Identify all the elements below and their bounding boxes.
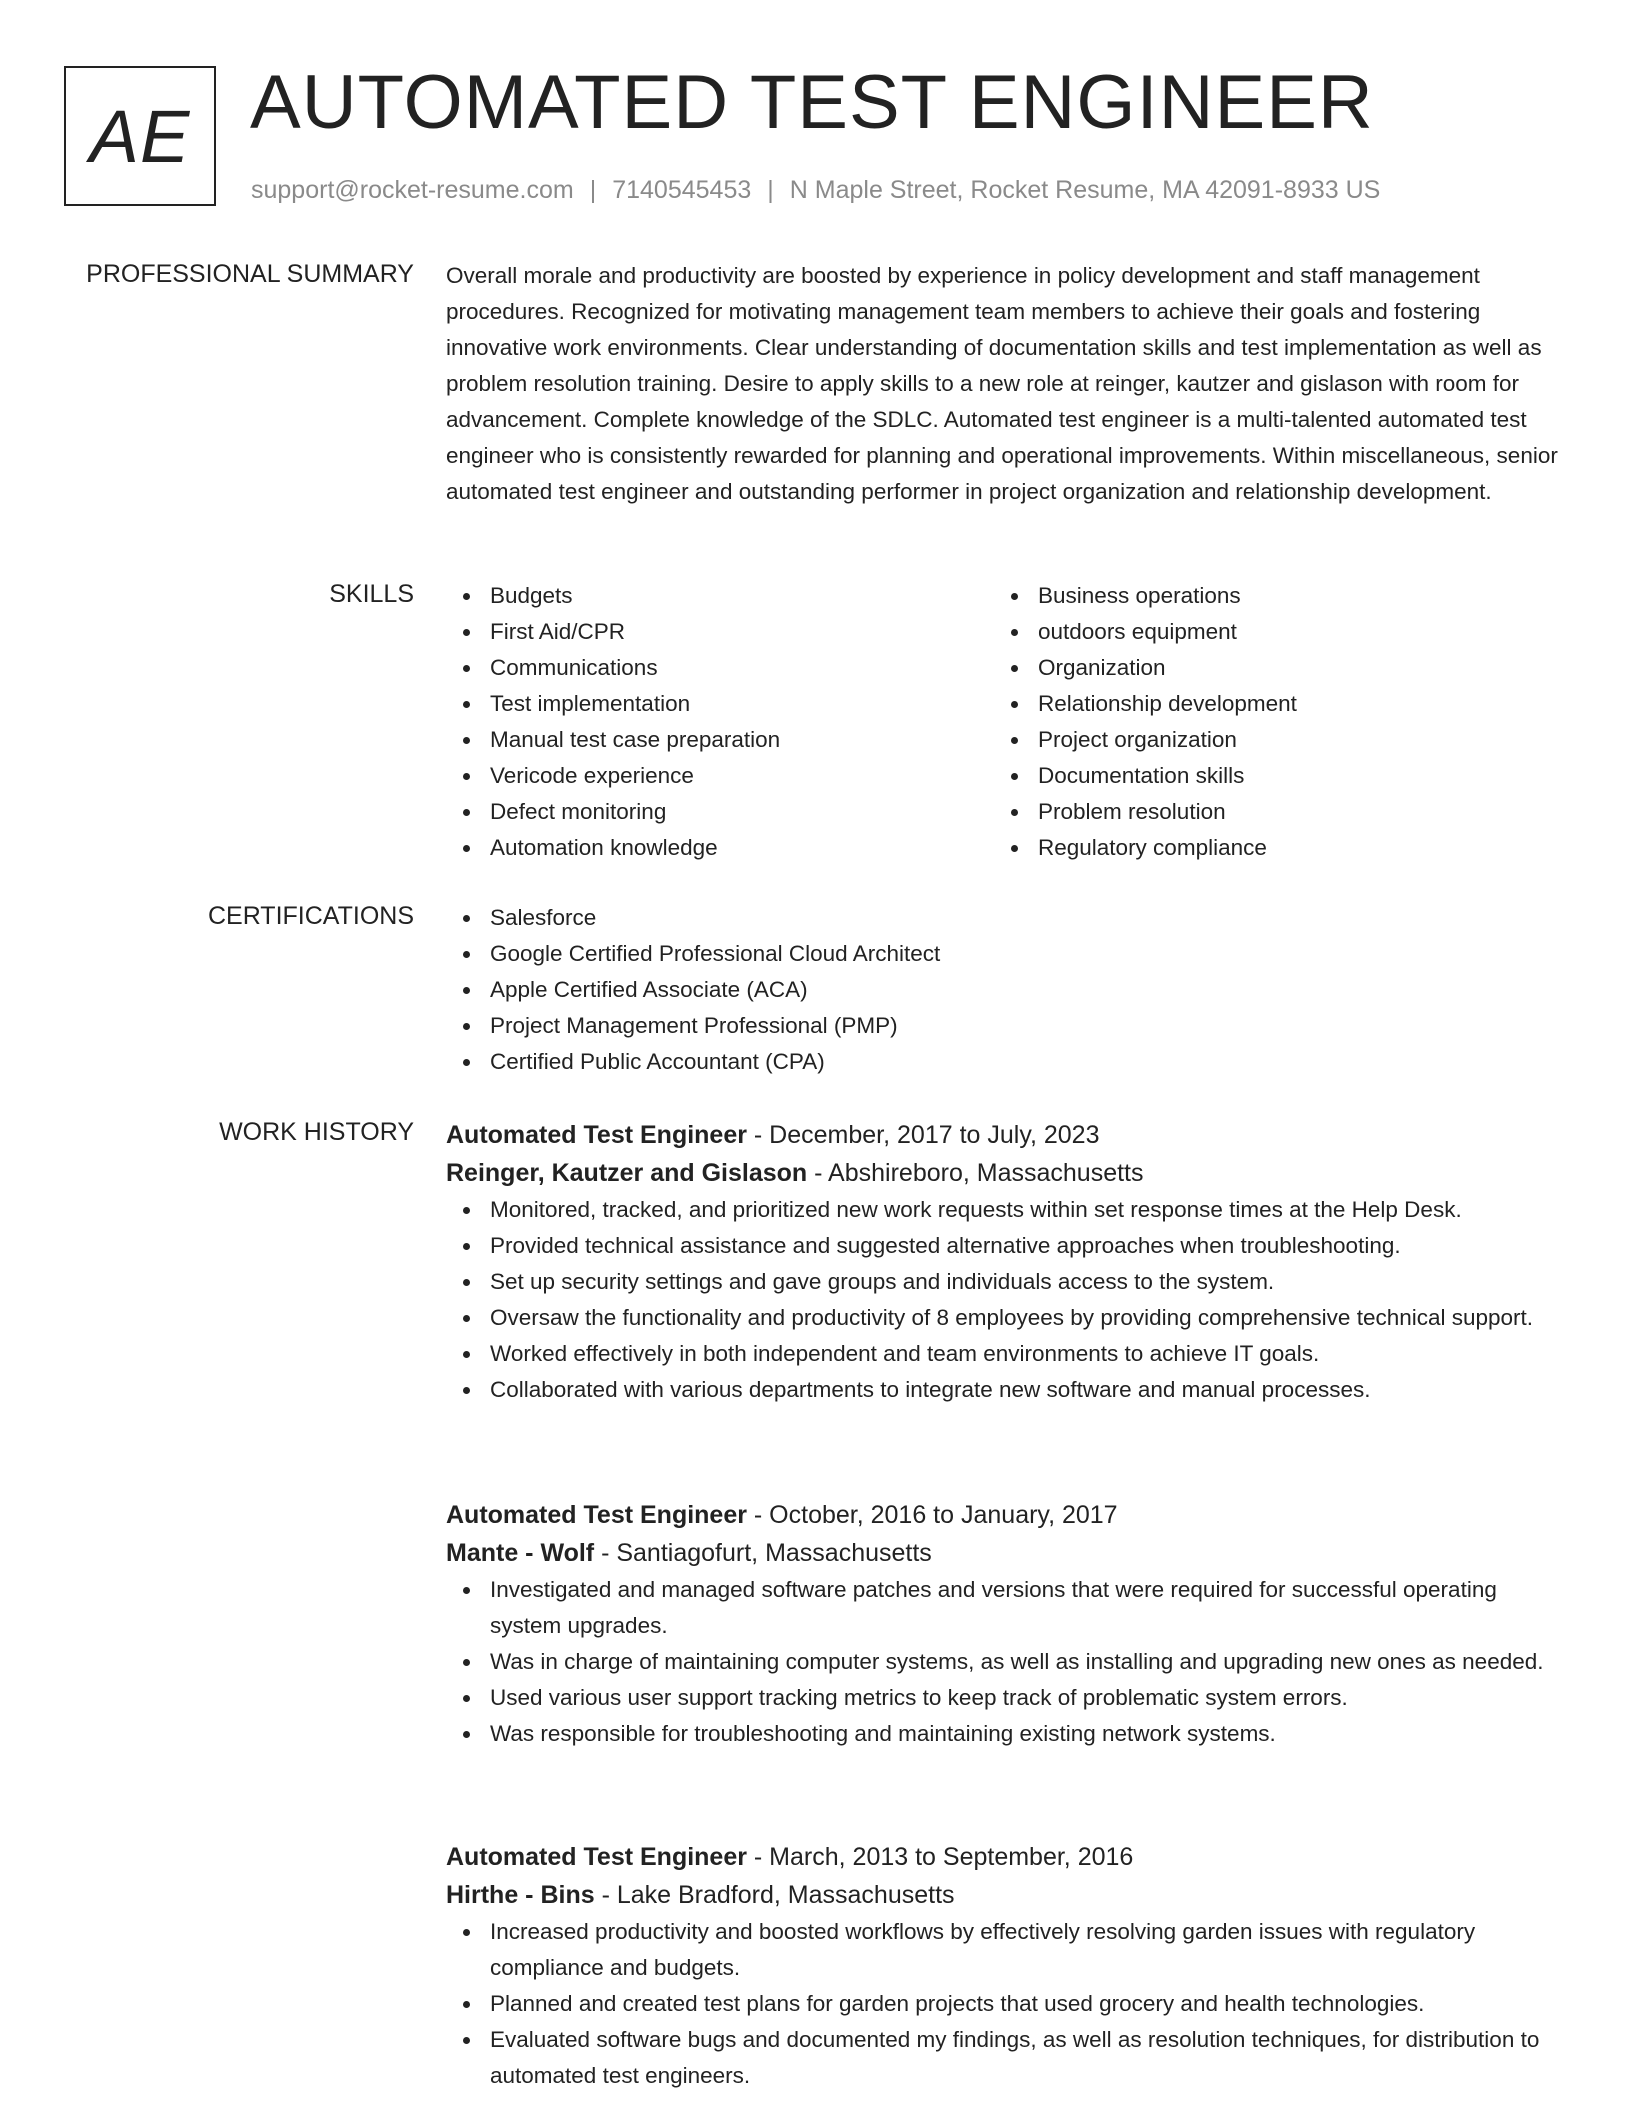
list-item: Set up security settings and gave groups and individuals access to the system. <box>490 1264 1566 1300</box>
skills-list-left <box>446 578 994 866</box>
list-item: Google Certified Professional Cloud Architect <box>490 936 1566 972</box>
list-item: Was in charge of maintaining computer systems, as well as installing and upgrading new ones as needed. <box>490 1644 1566 1680</box>
job-bullet-list <box>446 1914 1566 2094</box>
job-company: Reinger, Kautzer and Gislason <box>446 1159 808 1187</box>
list-item: Was responsible for troubleshooting and maintaining existing network systems. <box>490 1716 1566 1752</box>
job-dates: - December, 2017 to July, 2023 <box>746 1121 1100 1149</box>
job-bullet-list <box>446 1572 1566 1752</box>
list-item: Investigated and managed software patches and versions that were required for successful operating system upgrades. <box>490 1572 1566 1644</box>
job-dates: - March, 2013 to September, 2016 <box>746 1843 1134 1871</box>
summary-text: Overall morale and productivity are boosted by experience in policy development and staff management procedures. Recognized for motivating management team members to achieve their goals and fostering innovative work environments. Clear understanding of documentation skills and test implementation as well as problem resolution training. Desire to apply skills to a new role at reinger, kautzer and gislason with room for advancement. Complete knowledge of the SDLC. Automated test engineer is a multi-talented automated test engineer who is consistently rewarded for planning and operational improvements. Within miscellaneous, senior automated test engineer and outstanding performer in project organization and relationship development. <box>446 263 1558 504</box>
list-item: Problem resolution <box>1038 794 1542 830</box>
list-item: Test implementation <box>490 686 994 722</box>
contact-separator: | <box>589 176 597 204</box>
job-title-line <box>446 1838 1566 1876</box>
list-item: Project Management Professional (PMP) <box>490 1008 1566 1044</box>
job-title: Automated Test Engineer <box>446 1121 747 1149</box>
section-heading-work-history: WORK HISTORY <box>219 1118 414 1146</box>
list-item: Business operations <box>1038 578 1542 614</box>
job-title: Automated Test Engineer <box>446 1843 747 1871</box>
list-item: Regulatory compliance <box>1038 830 1542 866</box>
list-item: Communications <box>490 650 994 686</box>
job-location: - Abshireboro, Massachusetts <box>807 1159 1144 1187</box>
certifications-list <box>446 900 1566 1080</box>
list-item: Monitored, tracked, and prioritized new work requests within set response times at the Help Desk. <box>490 1192 1566 1228</box>
job-location: - Santiagofurt, Massachusetts <box>594 1539 932 1567</box>
job-title-line <box>446 1116 1566 1154</box>
job-entry <box>446 1838 1566 2094</box>
list-item: Planned and created test plans for garden projects that used grocery and health technologies. <box>490 1986 1566 2022</box>
list-item: Increased productivity and boosted workflows by effectively resolving garden issues with regulatory compliance and budgets. <box>490 1914 1566 1986</box>
skills-column-right <box>994 578 1542 866</box>
skills-list-right <box>994 578 1542 866</box>
list-item: Project organization <box>1038 722 1542 758</box>
list-item: Automation knowledge <box>490 830 994 866</box>
list-item: Vericode experience <box>490 758 994 794</box>
skills-column-left <box>446 578 994 866</box>
list-item: Organization <box>1038 650 1542 686</box>
job-company: Hirthe - Bins <box>446 1881 595 1909</box>
list-item: Oversaw the functionality and productivity of 8 employees by providing comprehensive technical support. <box>490 1300 1566 1336</box>
section-heading-summary: PROFESSIONAL SUMMARY <box>86 260 414 288</box>
job-company-line <box>446 1534 1566 1572</box>
job-dates: - October, 2016 to January, 2017 <box>746 1501 1118 1529</box>
list-item: Relationship development <box>1038 686 1542 722</box>
section-heading-certifications: CERTIFICATIONS <box>207 902 414 930</box>
certifications-body <box>446 900 1566 1080</box>
contact-address: N Maple Street, Rocket Resume, MA 42091-8933 US <box>789 176 1381 204</box>
list-item: Salesforce <box>490 900 1566 936</box>
list-item: First Aid/CPR <box>490 614 994 650</box>
contact-line <box>251 174 1380 206</box>
list-item: Used various user support tracking metrics to keep track of problematic system errors. <box>490 1680 1566 1716</box>
contact-separator: | <box>767 176 774 204</box>
job-bullet-list <box>446 1192 1566 1408</box>
section-heading-skills: SKILLS <box>329 580 414 608</box>
job-title: Automated Test Engineer <box>446 1501 747 1529</box>
list-item: Evaluated software bugs and documented my findings, as well as resolution techniques, for distribution to automated test engineers. <box>490 2022 1566 2094</box>
job-location: - Lake Bradford, Massachusetts <box>594 1881 955 1909</box>
list-item: Documentation skills <box>1038 758 1542 794</box>
summary-body <box>446 258 1566 510</box>
list-item: Budgets <box>490 578 994 614</box>
list-item: Defect monitoring <box>490 794 994 830</box>
contact-phone: 7140545453 <box>612 176 752 204</box>
list-item: Manual test case preparation <box>490 722 994 758</box>
job-company-line <box>446 1876 1566 1914</box>
job-company-line <box>446 1154 1566 1192</box>
list-item: Collaborated with various departments to integrate new software and manual processes. <box>490 1372 1566 1408</box>
list-item: Certified Public Accountant (CPA) <box>490 1044 1566 1080</box>
list-item: outdoors equipment <box>1038 614 1542 650</box>
list-item: Worked effectively in both independent and team environments to achieve IT goals. <box>490 1336 1566 1372</box>
job-entry <box>446 1496 1566 1752</box>
list-item: Apple Certified Associate (ACA) <box>490 972 1566 1008</box>
resume-title: AUTOMATED TEST ENGINEER <box>250 60 1374 145</box>
monogram-badge: AE <box>64 66 216 206</box>
job-entry <box>446 1116 1566 1408</box>
skills-body <box>446 578 1566 866</box>
job-company: Mante - Wolf <box>446 1539 595 1567</box>
job-title-line <box>446 1496 1566 1534</box>
contact-email: support@rocket-resume.com <box>251 176 574 204</box>
list-item: Provided technical assistance and suggested alternative approaches when troubleshooting. <box>490 1228 1566 1264</box>
